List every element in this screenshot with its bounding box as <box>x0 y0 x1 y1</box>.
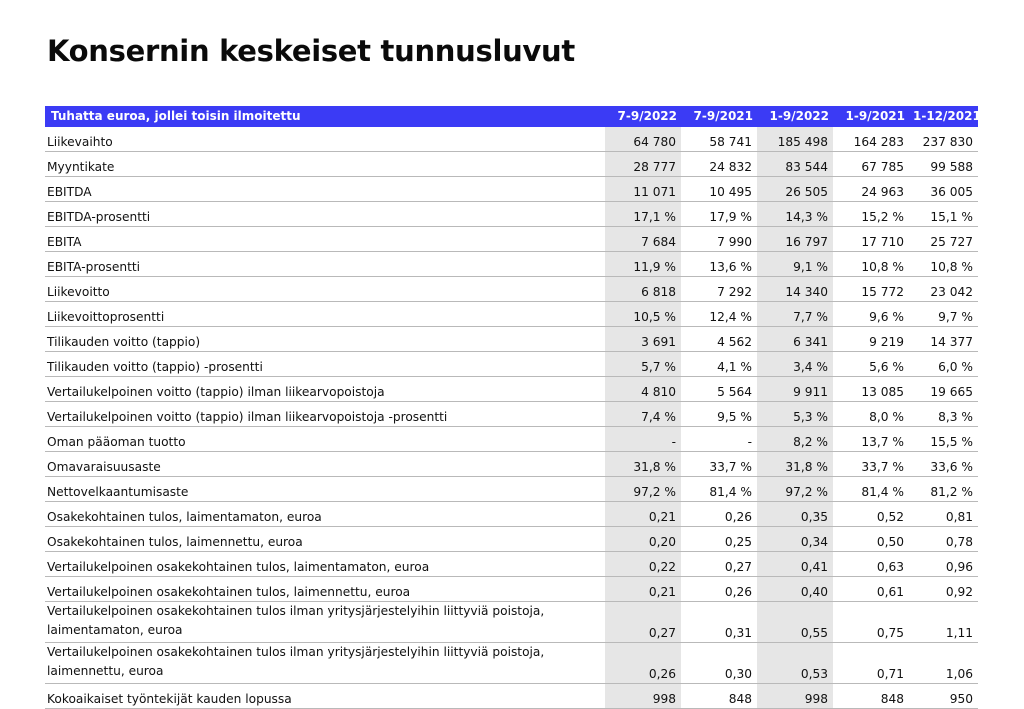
value-cell: 237 830 <box>909 127 978 152</box>
value-cell: 7 292 <box>681 277 757 302</box>
table-row <box>45 527 978 552</box>
row-label: EBITDA-prosentti <box>45 202 605 227</box>
row-label: EBITDA <box>45 177 605 202</box>
value-cell: 0,22 <box>605 552 681 577</box>
value-cell: 97,2 % <box>757 477 833 502</box>
row-label: Liikevoitto <box>45 277 605 302</box>
value-cell: 10,8 % <box>909 252 978 277</box>
table-row <box>45 643 978 684</box>
value-cell: 14,3 % <box>757 202 833 227</box>
key-figures-table <box>45 106 981 709</box>
table-row <box>45 452 978 477</box>
value-cell: 97,2 % <box>605 477 681 502</box>
table-row <box>45 602 978 643</box>
value-cell: 15 772 <box>833 277 909 302</box>
value-cell: 4,1 % <box>681 352 757 377</box>
table-row <box>45 177 978 202</box>
value-cell: 848 <box>681 684 757 709</box>
value-cell: 17,9 % <box>681 202 757 227</box>
table-row <box>45 327 978 352</box>
table-row <box>45 552 978 577</box>
column-header-q3-2021: 7-9/2021 <box>681 106 757 127</box>
value-cell: 64 780 <box>605 127 681 152</box>
value-cell: 17,1 % <box>605 202 681 227</box>
value-cell: 15,2 % <box>833 202 909 227</box>
value-cell: 24 963 <box>833 177 909 202</box>
value-cell: 7,7 % <box>757 302 833 327</box>
table-row <box>45 302 978 327</box>
table-row <box>45 202 978 227</box>
table-row <box>45 252 978 277</box>
value-cell: 998 <box>605 684 681 709</box>
row-label: Osakekohtainen tulos, laimennettu, euroa <box>45 527 605 552</box>
value-cell: - <box>681 427 757 452</box>
value-cell: 0,81 <box>909 502 978 527</box>
value-cell: 99 588 <box>909 152 978 177</box>
row-label: Liikevaihto <box>45 127 605 152</box>
row-label: Vertailukelpoinen osakekohtainen tulos, laimennettu, euroa <box>45 577 605 602</box>
value-cell: 185 498 <box>757 127 833 152</box>
value-cell: 998 <box>757 684 833 709</box>
value-cell: 11 071 <box>605 177 681 202</box>
column-header-q3-2022: 7-9/2022 <box>605 106 681 127</box>
value-cell: 0,96 <box>909 552 978 577</box>
value-cell: 33,7 % <box>681 452 757 477</box>
value-cell: 0,41 <box>757 552 833 577</box>
value-cell: 9,1 % <box>757 252 833 277</box>
value-cell: 9 911 <box>757 377 833 402</box>
value-cell: 15,5 % <box>909 427 978 452</box>
table-header-row <box>45 106 978 127</box>
value-cell: 5,6 % <box>833 352 909 377</box>
value-cell: 0,55 <box>757 602 833 643</box>
value-cell: 0,31 <box>681 602 757 643</box>
table-row <box>45 402 978 427</box>
value-cell: 5,3 % <box>757 402 833 427</box>
value-cell: 0,53 <box>757 643 833 684</box>
value-cell: 7 684 <box>605 227 681 252</box>
value-cell: 12,4 % <box>681 302 757 327</box>
table-row <box>45 152 978 177</box>
value-cell: 13,6 % <box>681 252 757 277</box>
value-cell: 14 377 <box>909 327 978 352</box>
value-cell: 31,8 % <box>605 452 681 477</box>
row-label: Omavaraisuusaste <box>45 452 605 477</box>
column-header-label: Tuhatta euroa, jollei toisin ilmoitettu <box>45 106 605 127</box>
value-cell: 0,34 <box>757 527 833 552</box>
value-cell: 31,8 % <box>757 452 833 477</box>
value-cell: 8,0 % <box>833 402 909 427</box>
value-cell: 9,5 % <box>681 402 757 427</box>
value-cell: 33,7 % <box>833 452 909 477</box>
value-cell: 81,4 % <box>833 477 909 502</box>
value-cell: 0,25 <box>681 527 757 552</box>
value-cell: 58 741 <box>681 127 757 152</box>
value-cell: 7,4 % <box>605 402 681 427</box>
value-cell: 19 665 <box>909 377 978 402</box>
table-row <box>45 502 978 527</box>
value-cell: 11,9 % <box>605 252 681 277</box>
row-label: EBITA <box>45 227 605 252</box>
column-header-ytd-2021: 1-9/2021 <box>833 106 909 127</box>
value-cell: 0,26 <box>605 643 681 684</box>
value-cell: 0,21 <box>605 577 681 602</box>
row-label: Oman pääoman tuotto <box>45 427 605 452</box>
value-cell: 0,20 <box>605 527 681 552</box>
value-cell: 28 777 <box>605 152 681 177</box>
value-cell: 6 341 <box>757 327 833 352</box>
value-cell: 9 219 <box>833 327 909 352</box>
value-cell: 0,75 <box>833 602 909 643</box>
value-cell: 10 495 <box>681 177 757 202</box>
value-cell: 0,50 <box>833 527 909 552</box>
value-cell: 0,63 <box>833 552 909 577</box>
column-header-ytd-2022: 1-9/2022 <box>757 106 833 127</box>
value-cell: 5,7 % <box>605 352 681 377</box>
row-label: Myyntikate <box>45 152 605 177</box>
value-cell: 23 042 <box>909 277 978 302</box>
value-cell: 5 564 <box>681 377 757 402</box>
value-cell: 14 340 <box>757 277 833 302</box>
value-cell: 26 505 <box>757 177 833 202</box>
value-cell: 1,11 <box>909 602 978 643</box>
table-row <box>45 377 978 402</box>
value-cell: 4 562 <box>681 327 757 352</box>
value-cell: 3,4 % <box>757 352 833 377</box>
value-cell: 0,27 <box>605 602 681 643</box>
value-cell: 0,71 <box>833 643 909 684</box>
table-row <box>45 477 978 502</box>
value-cell: 81,4 % <box>681 477 757 502</box>
value-cell: 13 085 <box>833 377 909 402</box>
value-cell: 8,3 % <box>909 402 978 427</box>
value-cell: 13,7 % <box>833 427 909 452</box>
value-cell: 0,92 <box>909 577 978 602</box>
value-cell: 0,40 <box>757 577 833 602</box>
row-label: Vertailukelpoinen osakekohtainen tulos ilman yritysjärjestelyihin liittyviä poistoja, laimennettu, euroa <box>45 643 605 684</box>
table-row <box>45 352 978 377</box>
table-row <box>45 227 978 252</box>
value-cell: 9,6 % <box>833 302 909 327</box>
table-row <box>45 277 978 302</box>
column-header-fy-2021: 1-12/2021 <box>909 106 978 127</box>
value-cell: 7 990 <box>681 227 757 252</box>
value-cell: 8,2 % <box>757 427 833 452</box>
value-cell: 15,1 % <box>909 202 978 227</box>
value-cell: 0,26 <box>681 502 757 527</box>
value-cell: - <box>605 427 681 452</box>
value-cell: 10,5 % <box>605 302 681 327</box>
value-cell: 950 <box>909 684 978 709</box>
value-cell: 33,6 % <box>909 452 978 477</box>
row-label: Kokoaikaiset työntekijät kauden lopussa <box>45 684 605 709</box>
value-cell: 164 283 <box>833 127 909 152</box>
value-cell: 4 810 <box>605 377 681 402</box>
row-label: Vertailukelpoinen osakekohtainen tulos, laimentamaton, euroa <box>45 552 605 577</box>
row-label: Nettovelkaantumisaste <box>45 477 605 502</box>
value-cell: 848 <box>833 684 909 709</box>
value-cell: 9,7 % <box>909 302 978 327</box>
table-row <box>45 127 978 152</box>
value-cell: 36 005 <box>909 177 978 202</box>
value-cell: 17 710 <box>833 227 909 252</box>
value-cell: 0,26 <box>681 577 757 602</box>
value-cell: 0,78 <box>909 527 978 552</box>
value-cell: 81,2 % <box>909 477 978 502</box>
row-label: EBITA-prosentti <box>45 252 605 277</box>
table-body <box>45 127 978 709</box>
value-cell: 6 818 <box>605 277 681 302</box>
value-cell: 24 832 <box>681 152 757 177</box>
value-cell: 67 785 <box>833 152 909 177</box>
table-row <box>45 577 978 602</box>
value-cell: 0,21 <box>605 502 681 527</box>
value-cell: 25 727 <box>909 227 978 252</box>
table-row <box>45 427 978 452</box>
value-cell: 0,27 <box>681 552 757 577</box>
value-cell: 1,06 <box>909 643 978 684</box>
value-cell: 0,35 <box>757 502 833 527</box>
row-label: Vertailukelpoinen osakekohtainen tulos ilman yritysjärjestelyihin liittyviä poistoja, laimentamaton, euroa <box>45 602 605 643</box>
row-label: Vertailukelpoinen voitto (tappio) ilman liikearvopoistoja <box>45 377 605 402</box>
value-cell: 0,30 <box>681 643 757 684</box>
value-cell: 0,52 <box>833 502 909 527</box>
row-label: Osakekohtainen tulos, laimentamaton, euroa <box>45 502 605 527</box>
value-cell: 3 691 <box>605 327 681 352</box>
row-label: Tilikauden voitto (tappio) <box>45 327 605 352</box>
value-cell: 0,61 <box>833 577 909 602</box>
row-label: Tilikauden voitto (tappio) -prosentti <box>45 352 605 377</box>
value-cell: 10,8 % <box>833 252 909 277</box>
row-label: Liikevoittoprosentti <box>45 302 605 327</box>
page-title: Konsernin keskeiset tunnusluvut <box>47 34 575 68</box>
row-label: Vertailukelpoinen voitto (tappio) ilman liikearvopoistoja -prosentti <box>45 402 605 427</box>
value-cell: 83 544 <box>757 152 833 177</box>
value-cell: 6,0 % <box>909 352 978 377</box>
value-cell: 16 797 <box>757 227 833 252</box>
